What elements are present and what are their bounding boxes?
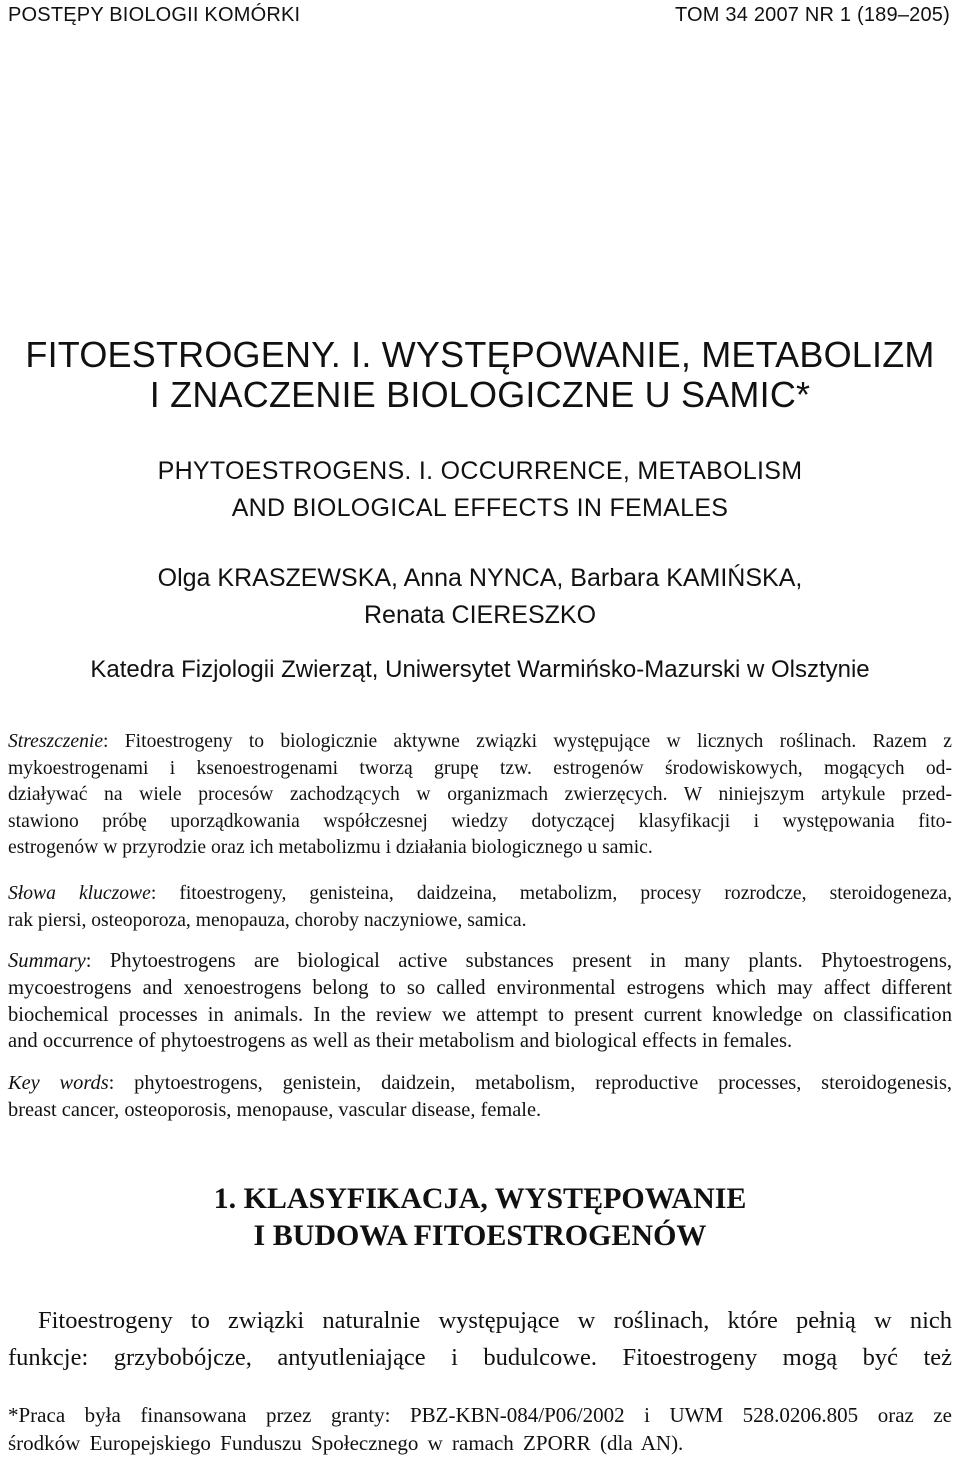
abstract-pl-label: Streszczenie [8,731,104,752]
authors-line-2: Renata CIERESZKO [363,601,597,629]
authors-line-1: Olga KRASZEWSKA, Anna NYNCA, Barbara KAMIŃSKA, [157,564,803,592]
title-pl-line-2: I ZNACZENIE BIOLOGICZNE U SAMIC* [149,374,811,415]
keywords-en-line-2: breast cancer, osteoporosis, menopause, vascular disease, female. [8,1098,542,1121]
article-title-english [0,453,960,527]
keywords-pl-line-1: Słowa kluczowe: fitoestrogeny, genisteina, daidzeina, metabolizm, procesy rozrodcze, steroidogeneza, [8,883,952,904]
affiliation: Katedra Fizjologii Zwierząt, Uniwersytet Warmińsko-Mazurski w Olsztynie [90,656,870,683]
authors [0,560,960,634]
keywords-pl-label: Słowa kluczowe [8,883,151,904]
summary-english [8,948,952,1055]
footnote [8,1401,952,1457]
abstract-pl-line-1: Streszczenie: Fitoestrogeny to biologicznie aktywne związki występujące w licznych roślinach. Razem z [8,731,952,752]
abstract-pl-line-5: estrogenów w przyrodzie oraz ich metabolizmu i działania biologicznego u samic. [8,837,653,858]
summary-en-line-3: biochemical processes in animals. In the review we attempt to present current knowledge on classification [8,1003,952,1026]
keywords-en-line-1: Key words: phytoestrogens, genistein, daidzein, metabolism, reproductive processes, steroidogenesis, [8,1072,952,1094]
title-en-line-2: AND BIOLOGICAL EFFECTS IN FEMALES [231,494,729,522]
keywords-polish [8,881,952,934]
article-title-polish [0,335,960,415]
issue-info: TOM 34 2007 NR 1 (189–205) [675,4,950,26]
summary-en-line-2: mycoestrogens and xenoestrogens belong to so called environmental estrogens which may affect different [8,976,952,999]
summary-en-line-1: Summary: Phytoestrogens are biological active substances present in many plants. Phytoestrogens, [8,950,952,972]
abstract-polish [8,729,952,862]
abstract-pl-line-3: działywać na wiele procesów zachodzących w organizmach zwierzęcych. W niniejszym artykule przed- [8,784,952,805]
title-pl-line-1: FITOESTROGENY. I. WYSTĘPOWANIE, METABOLIZM [25,334,935,375]
title-en-line-1: PHYTOESTROGENS. I. OCCURRENCE, METABOLISM [157,457,803,485]
section-heading [0,1180,960,1254]
body-line-2: funkcje: grzybobójcze, antyutleniające i budulcowe. Fitoestrogeny mogą być też [8,1344,952,1371]
running-header [8,4,950,27]
section-heading-line-2: I BUDOWA FITOESTROGENÓW [253,1219,707,1252]
footnote-line-2: środków Europejskiego Funduszu Społecznego w ramach ZPORR (dla AN). [8,1431,684,1455]
summary-en-line-4: and occurrence of phytoestrogens as well as their metabolism and biological effects in females. [8,1030,793,1053]
body-line-1: Fitoestrogeny to związki naturalnie występujące w roślinach, które pełnią w nich [38,1307,952,1334]
abstract-pl-line-4: stawiono próbę uporządkowania współczesnej wiedzy dotyczącej klasyfikacji i występowania fito- [8,810,952,832]
abstract-pl-line-2: mykoestrogenami i ksenoestrogenami tworzą grupę tzw. estrogenów środowiskowych, mogących od- [8,757,952,779]
footnote-line-1: *Praca była finansowana przez granty: PBZ-KBN-084/P06/2002 i UWM 528.0206.805 oraz ze [8,1403,952,1427]
keywords-english [8,1070,952,1123]
journal-name: POSTĘPY BIOLOGII KOMÓRKI [8,4,301,26]
summary-en-label: Summary [8,950,86,972]
keywords-en-label: Key words [8,1072,109,1094]
section-heading-line-1: 1. KLASYFIKACJA, WYSTĘPOWANIE [213,1182,747,1215]
body-paragraph [8,1302,952,1376]
keywords-pl-line-2: rak piersi, osteoporoza, menopauza, choroby naczyniowe, samica. [8,909,527,931]
